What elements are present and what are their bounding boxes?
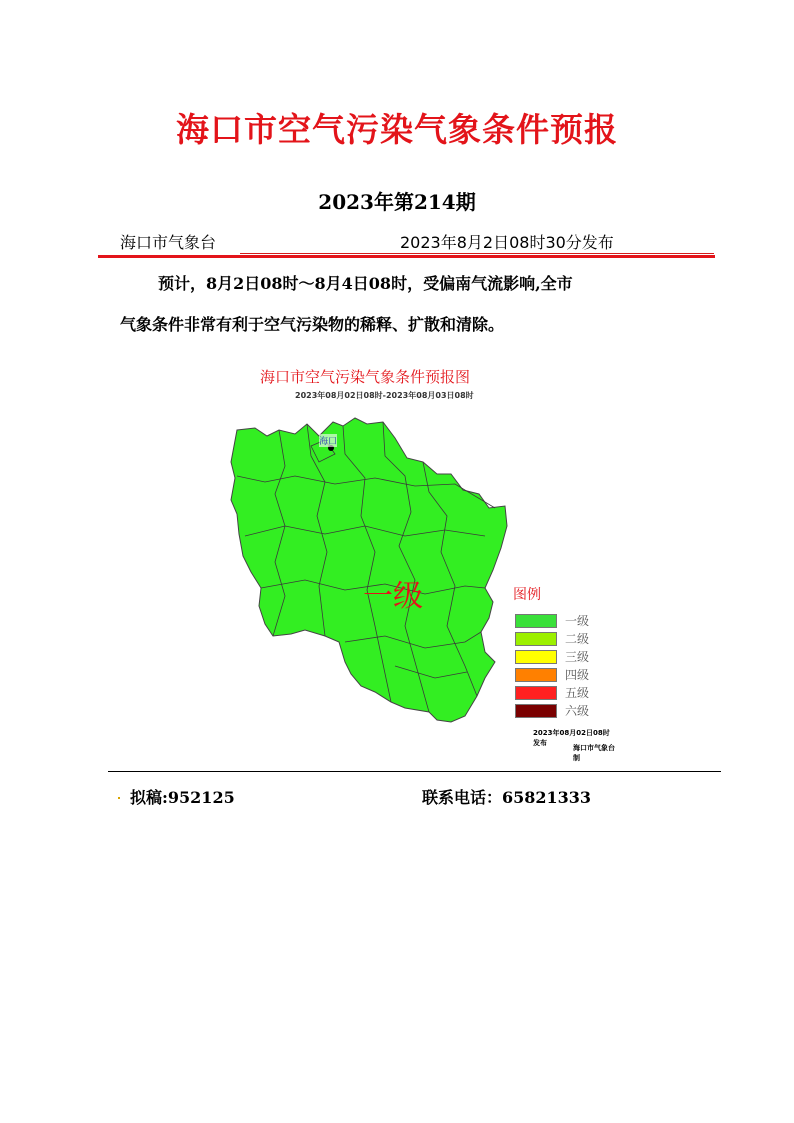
footer-rule <box>108 771 721 772</box>
legend-label: 一级 <box>565 614 590 628</box>
map-legend <box>513 584 613 718</box>
map-footer-maker: 海口市气象台制 <box>573 744 615 762</box>
legend-label: 四级 <box>565 668 590 682</box>
issue-number: 2023年第214期 <box>318 190 476 214</box>
legend-item <box>513 610 613 628</box>
header-thin-rule <box>240 253 714 254</box>
legend-item <box>513 682 613 700</box>
page-title: 海口市空气污染气象条件预报 <box>176 110 618 149</box>
legend-item <box>513 646 613 664</box>
forecast-line-1: 预计，8月2日08时～8月4日08时，受偏南气流影响,全市 <box>158 274 573 293</box>
publish-time: 2023年8月2日08时30分发布 <box>400 233 614 252</box>
contact-phone: 联系电话：65821333 <box>422 788 592 807</box>
legend-swatch <box>515 704 557 718</box>
legend-label: 六级 <box>565 704 590 718</box>
legend-item <box>513 628 613 646</box>
publisher-office: 海口市气象台 <box>120 233 217 252</box>
level-label: 一级 <box>363 579 423 614</box>
legend-item <box>513 664 613 682</box>
legend-label: 五级 <box>565 686 590 700</box>
forecast-line-2: 气象条件非常有利于空气污染物的稀释、扩散和清除。 <box>120 315 505 334</box>
map-title: 海口市空气污染气象条件预报图 <box>259 368 470 386</box>
bullet-dot <box>118 797 120 799</box>
legend-swatch <box>515 650 557 664</box>
legend-item <box>513 700 613 718</box>
map-subtitle: 2023年08月02日08时-2023年08月03日08时 <box>295 391 474 400</box>
legend-swatch <box>515 632 557 646</box>
legend-title: 图例 <box>513 587 541 603</box>
map-footer-issue: 2023年08月02日08时发布 <box>533 729 610 747</box>
legend-label: 三级 <box>565 650 590 664</box>
footer-row <box>120 785 680 809</box>
draft-number: 拟稿:952125 <box>130 788 235 807</box>
forecast-map <box>215 366 615 762</box>
legend-label: 二级 <box>565 632 590 646</box>
haikou-region-shape <box>231 418 507 722</box>
publisher-row <box>120 230 680 254</box>
legend-swatch <box>515 686 557 700</box>
legend-swatch <box>515 668 557 682</box>
legend-swatch <box>515 614 557 628</box>
header-red-rule <box>98 255 715 258</box>
city-label: 海口 <box>319 434 337 447</box>
